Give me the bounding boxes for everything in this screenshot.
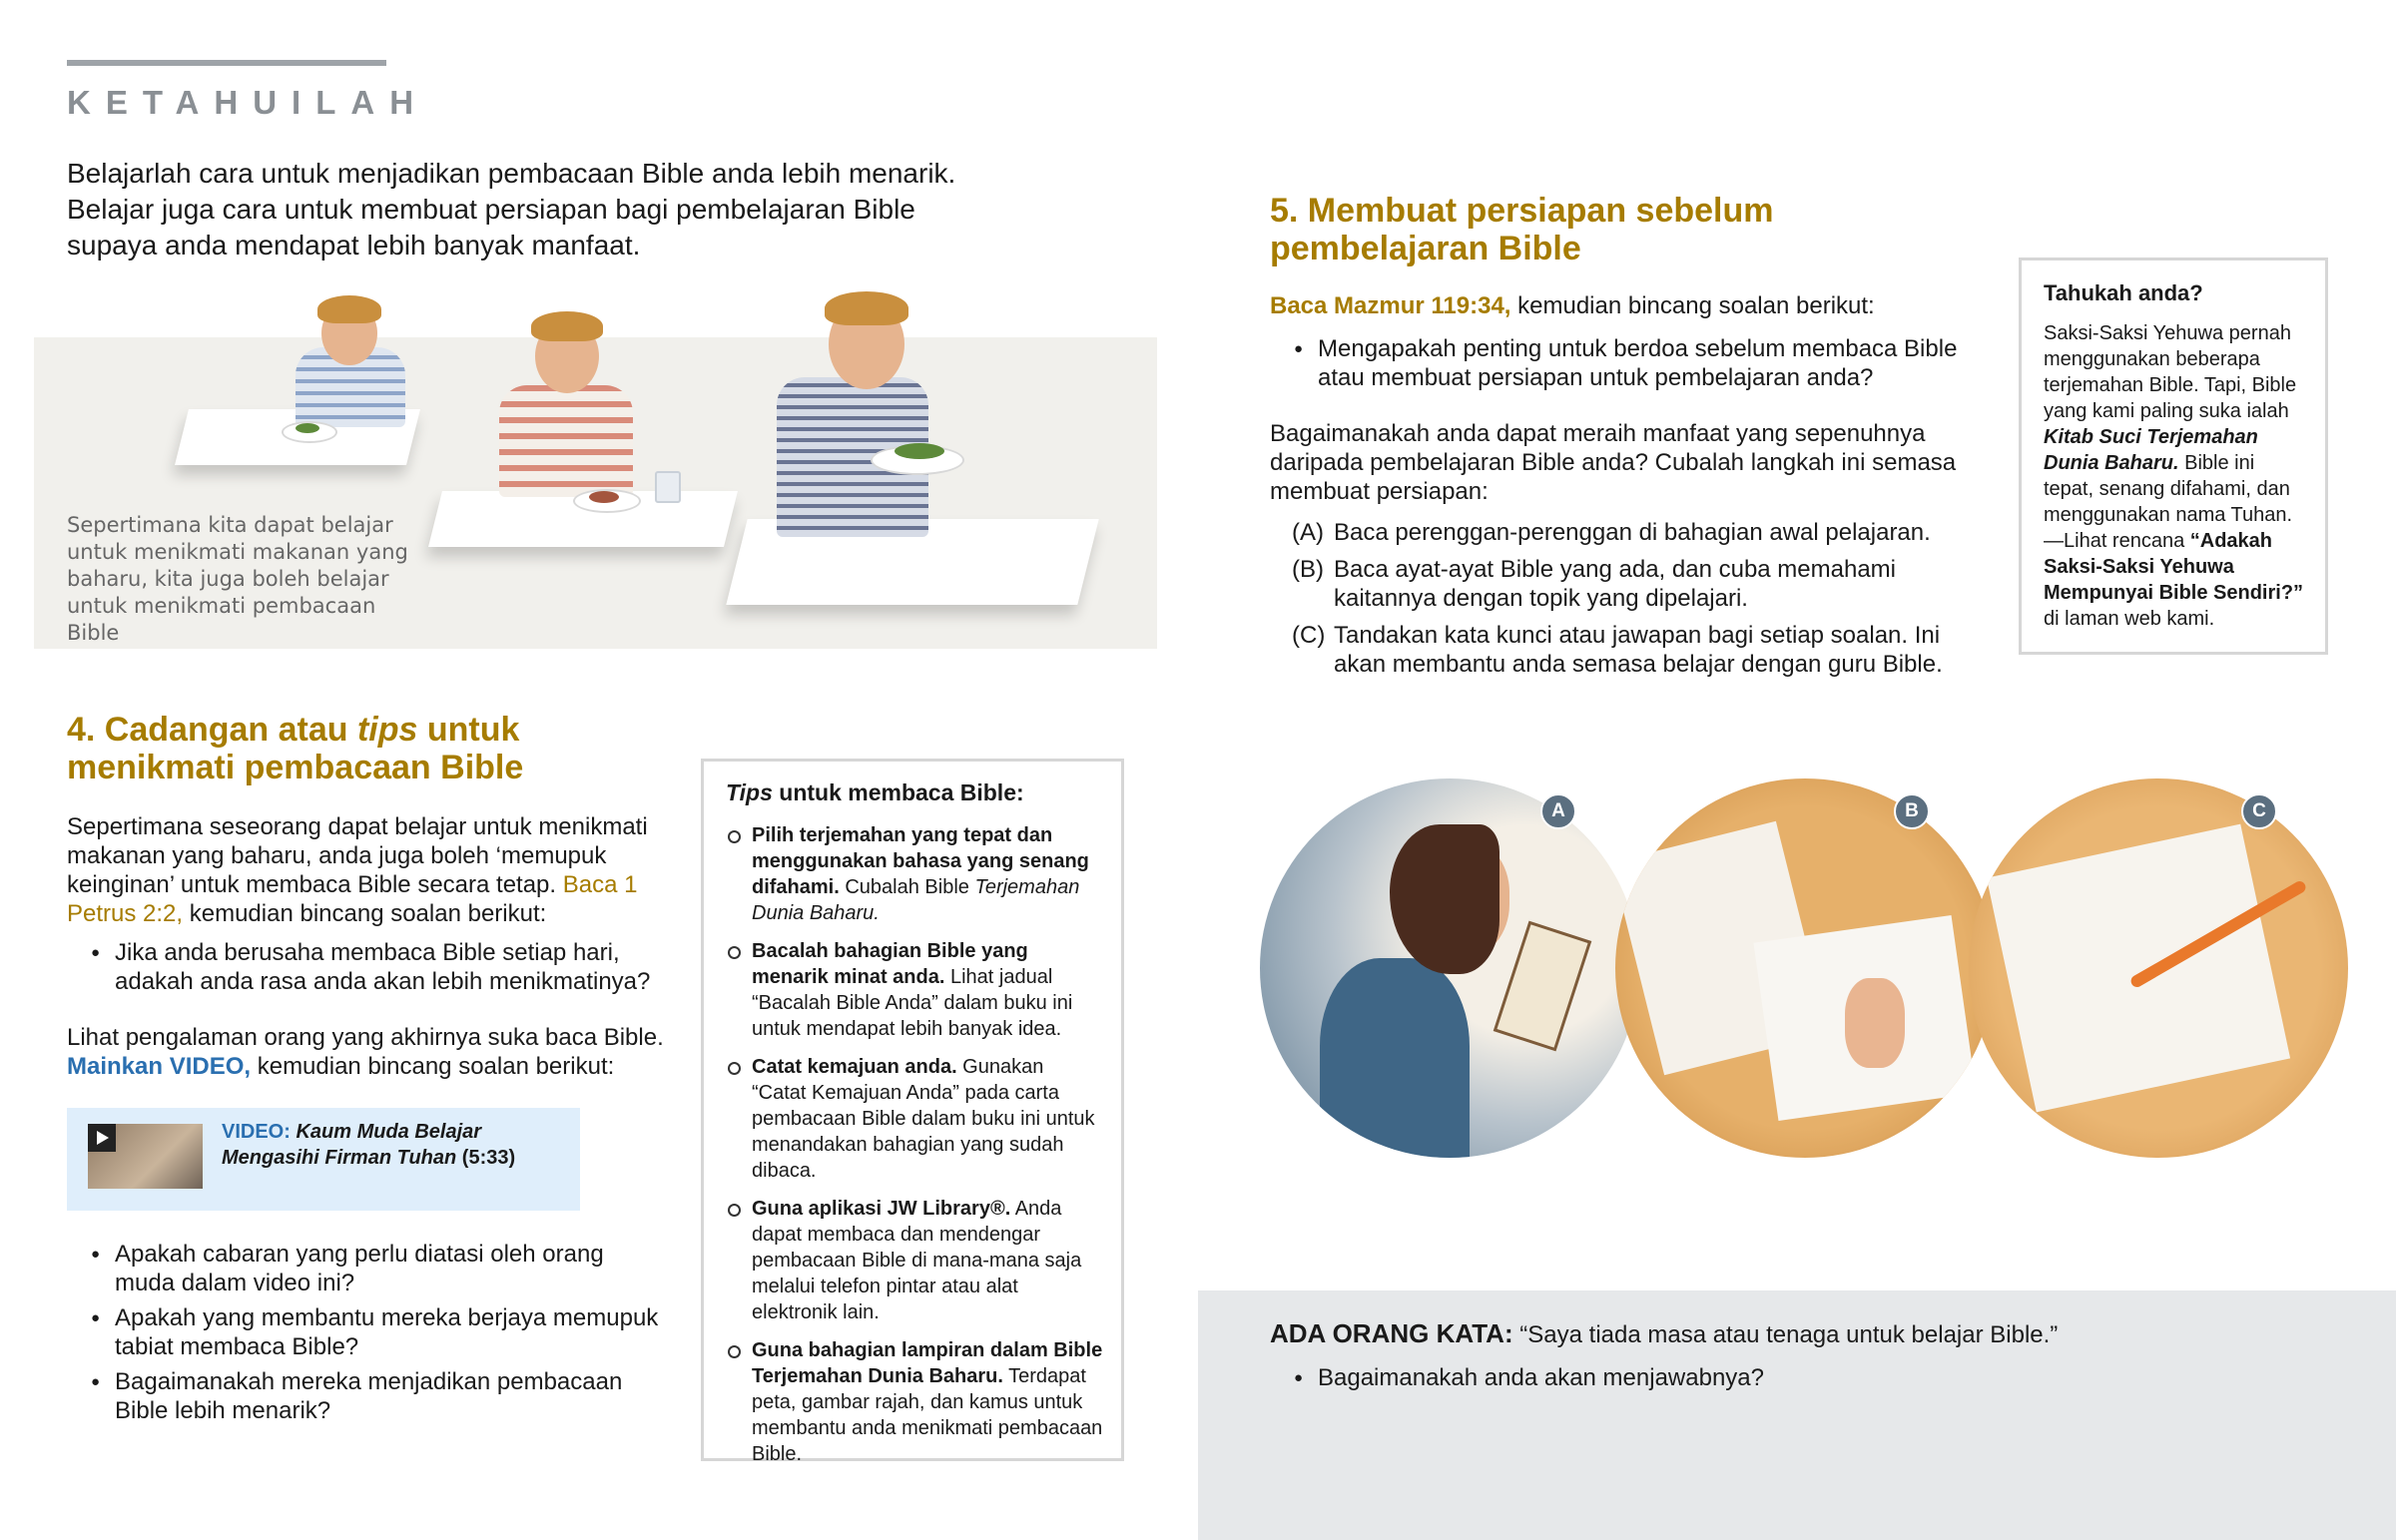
badge-b: B (1894, 793, 1930, 829)
section-5-bullets (1270, 334, 1959, 398)
section-5-reference: Baca Mazmur 119:34, kemudian bincang soalan berikut: (1270, 292, 1875, 319)
step-c: (C) Tandakan kata kunci atau jawapan bagi setiap soalan. Ini akan membantu anda semasa belajar dengan guru Bible. (1292, 622, 1943, 678)
illustration-a-reading-phone (1260, 778, 1639, 1158)
boy-3-hair (825, 291, 908, 325)
illustration-b-reading-book (1615, 778, 1995, 1158)
did-you-know-text: Saksi-Saksi Yehuwa pernah menggunakan beberapa terjemahan Bible. Tapi, Bible yang kami paling suka ialah Kitab Suci Terjemahan Dunia Baharu. Bible ini tepat, senang difahami, dan menggunakan nama Tuhan. —Lihat rencana “Adakah Saksi-Saksi Yehuwa Mempunyai Bible Sendiri?” di laman web kami. (2044, 322, 2304, 630)
tip-item: Pilih terjemahan yang tepat dan menggunakan bahasa yang senang difahami. Cubalah Bible Terjemahan Dunia Baharu. (704, 822, 1103, 926)
tip-item: Catat kemajuan anda. Gunakan “Catat Kemajuan Anda” pada carta pembacaan Bible dalam buku ini untuk menandakan bahagian yang sudah dibaca. (704, 1054, 1103, 1184)
tips-box-title: Tips untuk membaca Bible: (726, 779, 1024, 805)
section-4-title: 4. Cadangan atau tips untuk menikmati pembacaan Bible (67, 711, 524, 786)
tip-item: Guna bahagian lampiran dalam Bible Terjemahan Dunia Baharu. Terdapat peta, gambar rajah, dan kamus untuk membantu anda menikmati pembacaan Bible. (704, 1337, 1103, 1467)
section-4-paragraph-1: Sepertimana seseorang dapat belajar untuk menikmati makanan yang baharu, anda juga boleh ‘memupuk keinginan’ untuk membaca Bible secara tetap. Baca 1 Petrus 2:2, kemudian bincang soalan berikut: (67, 813, 648, 927)
boy-2-shirt (499, 385, 633, 497)
section-5-paragraph: Bagaimanakah anda dapat meraih manfaat yang sepenuhnya daripada pembelajaran Bible anda? Cubalah langkah ini semasa membuat persiapan: (1270, 420, 1957, 505)
section-5-title: 5. Membuat persiapan sebelum pembelajaran Bible (1270, 192, 1774, 267)
section-4-paragraph-2: Lihat pengalaman orang yang akhirnya suka baca Bible. Mainkan VIDEO, kemudian bincang soalan berikut: (67, 1024, 664, 1080)
backpack (1320, 958, 1470, 1158)
objection-bullets (1270, 1363, 2168, 1398)
step-a: (A) Baca perenggan-perenggan di bahagian awal pelajaran. (1292, 519, 1931, 546)
scripture-link-psalm[interactable]: Baca Mazmur 119:34, (1270, 292, 1511, 319)
scripture-link-1-peter[interactable]: Baca 1 Petrus 2:2, (67, 871, 638, 927)
preparation-steps (1270, 518, 1989, 687)
milk-glass (655, 471, 681, 503)
section-4-bullets-1 (67, 938, 666, 1002)
badge-a: A (1540, 793, 1576, 829)
intro-paragraph: Belajarlah cara untuk menjadikan pembacaan Bible anda lebih menarik. Belajar juga cara untuk membuat persiapan bagi pembelajaran Bible supaya anda mendapat lebih banyak manfaat. (67, 158, 956, 260)
list-item: ● Bagaimanakah mereka menjadikan pembacaan Bible lebih menarik? (67, 1367, 666, 1425)
tip-item: Bacalah bahagian Bible yang menarik minat anda. Lihat jadual “Bacalah Bible Anda” dalam buku ini untuk mendapat lebih banyak idea. (704, 938, 1103, 1042)
phone-icon (1494, 921, 1592, 1052)
food-3 (895, 443, 944, 459)
food-1 (296, 423, 319, 433)
food-2 (589, 491, 619, 503)
play-video-link[interactable]: Mainkan VIDEO, (67, 1053, 252, 1080)
did-you-know-title: Tahukah anda? (2044, 280, 2203, 305)
list-item: ● Jika anda berusaha membaca Bible setiap hari, adakah anda rasa anda akan lebih menikmatinya? (67, 938, 666, 996)
girl-hair (1390, 824, 1499, 974)
play-icon[interactable] (88, 1124, 116, 1152)
article-link[interactable]: “Adakah Saksi-Saksi Yehuwa Mempunyai Bible Sendiri?” (2044, 530, 2304, 604)
badge-c: C (2241, 793, 2277, 829)
did-you-know-box (2019, 257, 2328, 655)
section-4-bullets-2 (67, 1240, 666, 1431)
boy-2-hair (531, 311, 603, 341)
step-b: (B) Baca ayat-ayat Bible yang ada, dan cuba memahami kaitannya dengan topik yang dipelajari. (1292, 556, 1897, 612)
list-item: ● Bagaimanakah anda akan menjawabnya? (1270, 1363, 2168, 1392)
header-rule (67, 60, 386, 66)
objection-statement: ADA ORANG KATA: “Saya tiada masa atau tenaga untuk belajar Bible.” (1270, 1318, 2059, 1348)
illustration-c-highlighting (1969, 778, 2348, 1158)
tip-item: Guna aplikasi JW Library®. Anda dapat membaca dan mendengar pembacaan Bible di mana-mana saja melalui telefon pintar atau alat elektronik lain. (704, 1196, 1103, 1325)
list-item: ● Apakah cabaran yang perlu diatasi oleh orang muda dalam video ini? (67, 1240, 666, 1297)
tips-list (704, 822, 1121, 1467)
section-kicker: KETAHUILAH (67, 84, 429, 121)
tips-box (701, 759, 1124, 1465)
list-item: ● Mengapakah penting untuk berdoa sebelum membaca Bible atau membuat persiapan untuk pembelajaran anda? (1270, 334, 1959, 392)
pointing-hand (1845, 978, 1905, 1068)
banner-caption: Sepertimana kita dapat belajar untuk menikmati makanan yang baharu, kita juga boleh belajar untuk menikmati pembacaan Bible (67, 513, 408, 645)
video-caption[interactable]: VIDEO: Kaum Muda Belajar Mengasihi Firman Tuhan (5:33) (222, 1121, 516, 1169)
book-open (1987, 824, 2290, 1113)
boy-1-hair (317, 295, 381, 323)
list-item: ● Apakah yang membantu mereka berjaya memupuk tabiat membaca Bible? (67, 1303, 666, 1361)
